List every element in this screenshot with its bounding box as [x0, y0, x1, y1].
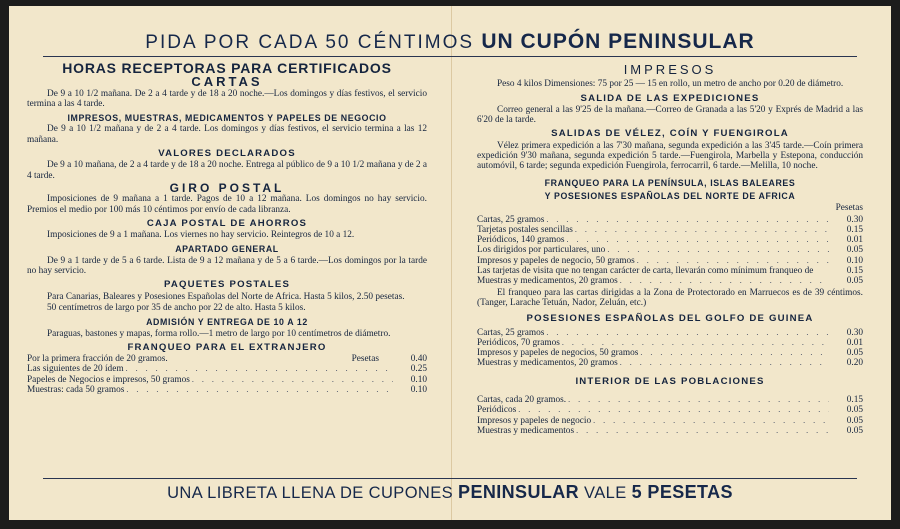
rate-value: 0.25 — [410, 364, 427, 375]
rate-row — [477, 395, 863, 405]
rate-label: Periódicos, 140 gramos — [477, 235, 565, 246]
rate-value: 0.05 — [846, 245, 863, 256]
guinea-rates — [477, 328, 863, 369]
section-title-cartas: CARTAS — [191, 74, 263, 90]
leader-dots — [516, 405, 829, 415]
leader-dots — [591, 416, 829, 426]
leader-dots — [124, 364, 393, 374]
leader-dots — [638, 348, 829, 358]
impresos-text: De 9 a 10 1/2 mañana y de 2 a 4 tarde. Los domingos y días festivos, el servicio termina a las 12 mañana. — [27, 124, 427, 145]
bottom-banner — [9, 482, 891, 503]
rate-label: Las siguientes de 20 ídem — [27, 364, 124, 375]
top-banner — [9, 30, 891, 54]
impresos-right-text: Peso 4 kilos Dimensiones: 75 por 25 — 15 en rollo, un metro de ancho por 0.20 de diámetro. — [497, 79, 844, 90]
currency-unit: Pesetas — [835, 203, 863, 214]
leader-dots — [560, 338, 829, 348]
section-title-extranjero: FRANQUEO PARA EL EXTRANJERO — [127, 341, 327, 353]
rate-row — [27, 375, 427, 385]
bottom-banner-middle: VALE — [584, 484, 627, 502]
section-title-interior: INTERIOR DE LAS POBLACIONES — [575, 375, 765, 387]
rate-row — [477, 245, 863, 255]
leader-dots — [124, 385, 393, 395]
section-title-peninsula-2: Y POSESIONES ESPAÑOLAS DEL NORTE DE AFRICA — [544, 190, 796, 201]
section-title-giro: GIRO POSTAL — [169, 180, 285, 195]
leader-dots — [190, 375, 393, 385]
paquetes-text-2: 50 centímetros de largo por 35 de ancho por 22 de alto. Hasta 5 kilos. — [47, 302, 306, 313]
leader-dots — [566, 395, 829, 405]
caja-text: Imposiciones de 9 a 1 mañana. Los viernes no hay servicio. Reintegros de 10 a 12. — [47, 230, 355, 241]
velez-text: Vélez primera expedición a las 7'30 mañana, segunda expedición a las 3'45 tarde.—Coín primera expedición 9'30 mañana, segunda expedición 5 tarde.—Fuengirola, Marbella y Estepona, conducción automóvil, 6 tarde; segunda expedición Fuengirola, ferrocarril, 6 tarde.—Melilla, 10 noche. — [477, 140, 863, 172]
rate-row — [477, 266, 863, 276]
valores-text: De 9 a 10 mañana, de 2 a 4 tarde y de 18 a 20 noche. Entrega al público de 9 a 10 1/2 mañana y de 2 a 4 tarde. — [27, 160, 428, 181]
rate-label: Por la primera fracción de 20 gramos. — [27, 354, 168, 365]
rate-label: Cartas, cada 20 gramos. — [477, 395, 567, 406]
rate-value: 0.15 — [846, 266, 863, 277]
rate-label: Muestras y medicamentos — [477, 425, 575, 436]
top-banner-prefix: PIDA POR CADA 50 CÉNTIMOS — [145, 32, 475, 53]
section-title-velez: SALIDAS DE VÉLEZ, COÍN Y FUENGIROLA — [551, 128, 789, 140]
rate-value: 0.10 — [410, 374, 427, 385]
rate-value: 0.15 — [846, 224, 863, 235]
leader-dots — [605, 245, 829, 255]
giro-text: Imposiciones de 9 mañana a 1 tarde. Pagos de 10 a 12 mañana. Los domingos no hay servicio. Premios el medio por 100 más 10 céntimos por envío de cada libranza. — [27, 194, 427, 215]
rate-label: Las tarjetas de visita que no tengan carácter de carta, llevarán como mínimum franqueo de — [477, 266, 814, 277]
rate-row — [27, 385, 427, 395]
rate-value: 0.01 — [846, 235, 863, 246]
rate-label: Cartas, 25 gramos — [477, 327, 545, 338]
top-rule — [43, 56, 857, 57]
rate-label: Muestras y medicamentos, 20 gramos — [477, 358, 618, 369]
rate-row — [27, 364, 427, 374]
rate-value: 0.15 — [846, 395, 863, 406]
section-title-apartado: APARTADO GENERAL — [175, 244, 279, 255]
certificates-heading: HORAS RECEPTORAS PARA CERTIFICADOS — [62, 60, 392, 76]
rate-label: Impresos y papeles de negocio, 50 gramos — [477, 255, 635, 266]
section-title-peninsula-1: FRANQUEO PARA LA PENÍNSULA, ISLAS BALEARES — [544, 177, 796, 188]
interior-rates — [477, 395, 863, 436]
section-title-impresos: IMPRESOS, MUESTRAS, MEDICAMENTOS Y PAPELES DE NEGOCIO — [67, 113, 387, 124]
section-title-salida: SALIDA DE LAS EXPEDICIONES — [580, 92, 760, 104]
rate-value: 0.10 — [410, 385, 427, 396]
leader-dots — [574, 426, 829, 436]
rate-value: 0.30 — [846, 327, 863, 338]
leader-dots — [618, 276, 829, 286]
bottom-banner-prefix: UNA LIBRETA LLENA DE CUPONES — [167, 484, 454, 502]
section-title-impresos-right: IMPRESOS — [623, 62, 717, 77]
rate-label: Cartas, 25 gramos — [477, 214, 545, 225]
rate-row — [477, 235, 863, 245]
rate-value: 0.40 — [410, 354, 427, 365]
rate-row — [477, 276, 863, 286]
rate-row — [477, 416, 863, 426]
section-title-valores: VALORES DECLARADOS — [158, 148, 296, 160]
center-fold — [451, 6, 452, 520]
section-title-paquetes: PAQUETES POSTALES — [163, 279, 291, 291]
admision-text: Paraguas, bastones y mapas, forma rollo.—1 metro de largo por 10 centímetros de diámetro. — [47, 328, 391, 339]
rate-value: 0.05 — [846, 276, 863, 287]
bottom-rule — [43, 478, 857, 479]
rate-row — [27, 354, 427, 364]
rate-label: Muestras: cada 50 gramos — [27, 385, 125, 396]
rate-row — [477, 426, 863, 436]
rate-label: Tarjetas postales sencillas — [477, 224, 573, 235]
rate-row — [477, 338, 863, 348]
rate-value: 0.20 — [846, 358, 863, 369]
currency-unit-row — [477, 203, 863, 213]
currency-unit: Pesetas — [351, 354, 379, 365]
rate-label: Periódicos, 70 gramos — [477, 337, 560, 348]
rate-value: 0.05 — [846, 425, 863, 436]
rate-row — [477, 328, 863, 338]
section-title-admision: ADMISIÓN Y ENTREGA DE 10 A 12 — [146, 317, 308, 328]
peninsula-rates — [477, 215, 863, 287]
leader-dots — [573, 225, 829, 235]
right-column — [477, 63, 863, 436]
bottom-banner-emphasis: PENINSULAR — [458, 482, 580, 502]
leader-dots — [618, 358, 829, 368]
rate-row — [477, 405, 863, 415]
rate-row — [477, 225, 863, 235]
rate-label: Impresos y papeles de negocios, 50 gramos — [477, 348, 639, 359]
leader-dots — [635, 256, 829, 266]
apartado-text: De 9 a 1 tarde y de 5 a 6 tarde. Lista de 9 a 12 mañana y de 5 a 6 tarde.—Los domingos por la tarde no hay servicio. — [27, 255, 427, 277]
rate-row — [477, 215, 863, 225]
extranjero-rates — [27, 354, 427, 395]
rate-row — [477, 256, 863, 266]
leader-dots — [544, 215, 829, 225]
rate-value: 0.10 — [846, 255, 863, 266]
protectorado-note: El franqueo para las cartas dirigidas a la Zona de Protectorado en Marruecos es de 39 céntimos. (Tanger, Larache Tetuán, Nador, Zeluán, etc.) — [477, 287, 863, 308]
rate-label: Muestras y medicamentos, 20 gramos — [477, 276, 618, 287]
bottom-banner-value: 5 PESETAS — [631, 482, 733, 502]
rate-value: 0.05 — [846, 348, 863, 359]
leader-dots — [565, 235, 829, 245]
rate-value: 0.30 — [846, 214, 863, 225]
rate-row — [477, 348, 863, 358]
rate-label: Los dirigidos por particulares, uno — [477, 245, 606, 256]
rate-label: Papeles de Negocios e impresos, 50 gramos — [27, 374, 190, 385]
rate-label: Impresos y papeles de negocio — [477, 415, 592, 426]
leader-dots — [544, 328, 829, 338]
cartas-text: De 9 a 10 1/2 mañana. De 2 a 4 tarde y de 18 a 20 noche.—Los domingos y días festivos, el servicio termina a las 4 tarde. — [27, 88, 427, 109]
rate-value: 0.01 — [846, 337, 863, 348]
section-title-caja: CAJA POSTAL DE AHORROS — [146, 217, 308, 229]
rate-value: 0.05 — [846, 415, 863, 426]
salida-text: Correo general a las 9'25 de la mañana.—Correo de Granada a las 5'20 y Exprés de Madrid a las 6'20 de la tarde. — [477, 104, 863, 126]
postal-card — [9, 6, 891, 520]
rate-label: Periódicos — [477, 405, 517, 416]
section-title-guinea: POSESIONES ESPAÑOLAS DEL GOLFO DE GUINEA — [526, 313, 814, 325]
paquetes-text-1: Para Canarias, Baleares y Posesiones Españolas del Norte de Africa. Hasta 5 kilos, 2.50 pesetas. — [47, 291, 405, 302]
rate-row — [477, 358, 863, 368]
left-column — [27, 60, 428, 396]
top-banner-emphasis: UN CUPÓN PENINSULAR — [481, 30, 755, 53]
rate-value: 0.05 — [846, 405, 863, 416]
